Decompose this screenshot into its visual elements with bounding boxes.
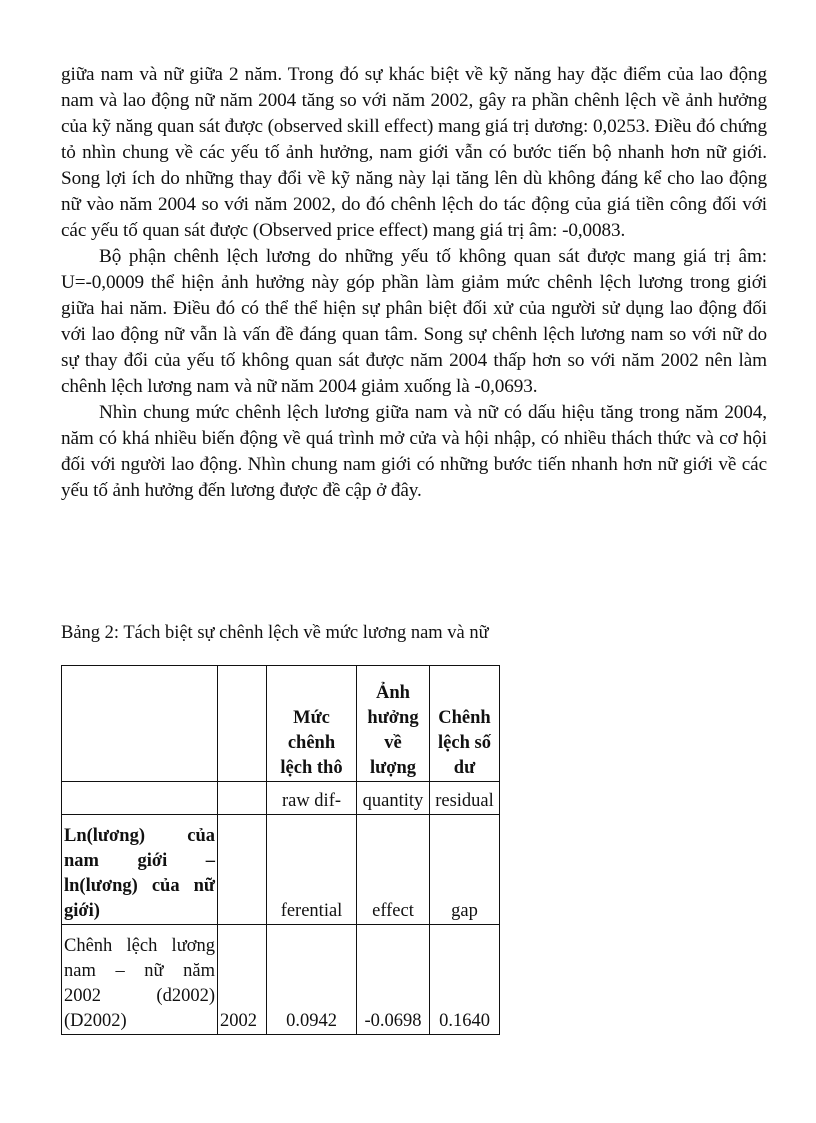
cell-residual-value: 0.1640 — [430, 925, 500, 1035]
header-line: Mức — [293, 708, 330, 728]
label-line: (D2002) — [64, 1011, 127, 1031]
paragraph-3: Nhìn chung mức chênh lệch lương giữa nam và nữ có dấu hiệu tăng trong năm 2004, năm có khá nhiều biến động về quá trình mở cửa và hội nhập, có nhiều thách thức và cơ hội đối với người lao động. Nhìn chung nam giới có những bước tiến nhanh hơn nữ giới về các yếu tố ảnh hưởng đến lương được đề cập ở đây. — [61, 402, 767, 501]
header-line: lệch thô — [280, 758, 343, 778]
row-label-2002 — [62, 925, 218, 1035]
header-raw-differential — [267, 666, 357, 782]
cell-empty — [218, 782, 267, 815]
paragraph-2: Bộ phận chênh lệch lương do những yếu tố không quan sát được mang giá trị âm: U=-0,0009 thể hiện ảnh hưởng này góp phần làm giảm mức chênh lệch lương trong giới giữa hai năm. Điều đó có thể thể hiện sự phân biệt đối xử của người sử dụng lao động đối với lao động nữ vẫn là vấn đề đáng quan tâm. Song sự chênh lệch lương nam so với nữ do sự thay đổi của yếu tố không quan sát được năm 2004 thấp hơn so với năm 2002 nên làm chênh lệch lương nam và nữ năm 2004 giảm xuống là -0,0693. — [61, 246, 767, 397]
row-label-definition — [62, 815, 218, 925]
wage-gap-table — [61, 665, 500, 1035]
body-text — [61, 62, 767, 504]
cell-raw-value: 0.0942 — [267, 925, 357, 1035]
cell-quantity-value: -0.0698 — [357, 925, 430, 1035]
header-quantity-effect — [357, 666, 430, 782]
cell-raw-label: raw dif- — [267, 782, 357, 815]
label-line: giới) — [64, 901, 100, 921]
table-row — [62, 925, 500, 1035]
paragraph-1: giữa nam và nữ giữa 2 năm. Trong đó sự khác biệt về kỹ năng hay đặc điểm của lao động nam và lao động nữ năm 2004 tăng so với năm 2002, gây ra phần chênh lệch về ảnh hưởng của kỹ năng quan sát được (observed skill effect) mang giá trị dương: 0,0253. Điều đó chứng tỏ nhìn chung về các yếu tố ảnh hưởng, nam giới vẫn có bước tiến bộ nhanh hơn nữ giới. Song lợi ích do những thay đổi về kỹ năng này lại tăng lên dù không đáng kể cho lao động nữ vào năm 2004 so với năm 2002, do đó chênh lệch do tác động của giá tiền công đối với các yếu tố quan sát được (Observed price effect) mang giá trị âm: -0,0083. — [61, 64, 767, 241]
cell-residual-label: gap — [430, 815, 500, 925]
table-header-row — [62, 666, 500, 782]
table-caption: Bảng 2: Tách biệt sự chênh lệch về mức lương nam và nữ — [61, 623, 489, 643]
header-line: Chênh — [438, 708, 491, 728]
header-line: dư — [453, 758, 476, 778]
label-line: nam – nữ năm — [64, 961, 215, 981]
label-line: Chênh lệch lương — [64, 936, 215, 956]
table-row — [62, 815, 500, 925]
label-line: 2002 (d2002) — [64, 986, 215, 1006]
cell-raw-label: ferential — [267, 815, 357, 925]
cell-empty — [62, 782, 218, 815]
header-line: chênh — [287, 733, 336, 753]
cell-quantity-label: quantity — [357, 782, 430, 815]
label-line: ln(lương) của nữ — [64, 876, 215, 896]
label-line: Ln(lương) của — [64, 826, 215, 846]
header-line: lượng — [369, 758, 417, 778]
cell-empty — [218, 666, 267, 782]
header-line: về — [384, 733, 402, 753]
cell-empty — [62, 666, 218, 782]
header-line: hưởng — [367, 708, 419, 728]
header-line: lệch số — [438, 733, 491, 753]
cell-quantity-label: effect — [357, 815, 430, 925]
cell-year: 2002 — [218, 925, 267, 1035]
table-row — [62, 782, 500, 815]
cell-empty — [218, 815, 267, 925]
cell-residual-label: residual — [430, 782, 500, 815]
label-line: nam giới – — [64, 851, 215, 871]
header-residual-gap — [430, 666, 500, 782]
header-line: Ảnh — [376, 683, 410, 703]
